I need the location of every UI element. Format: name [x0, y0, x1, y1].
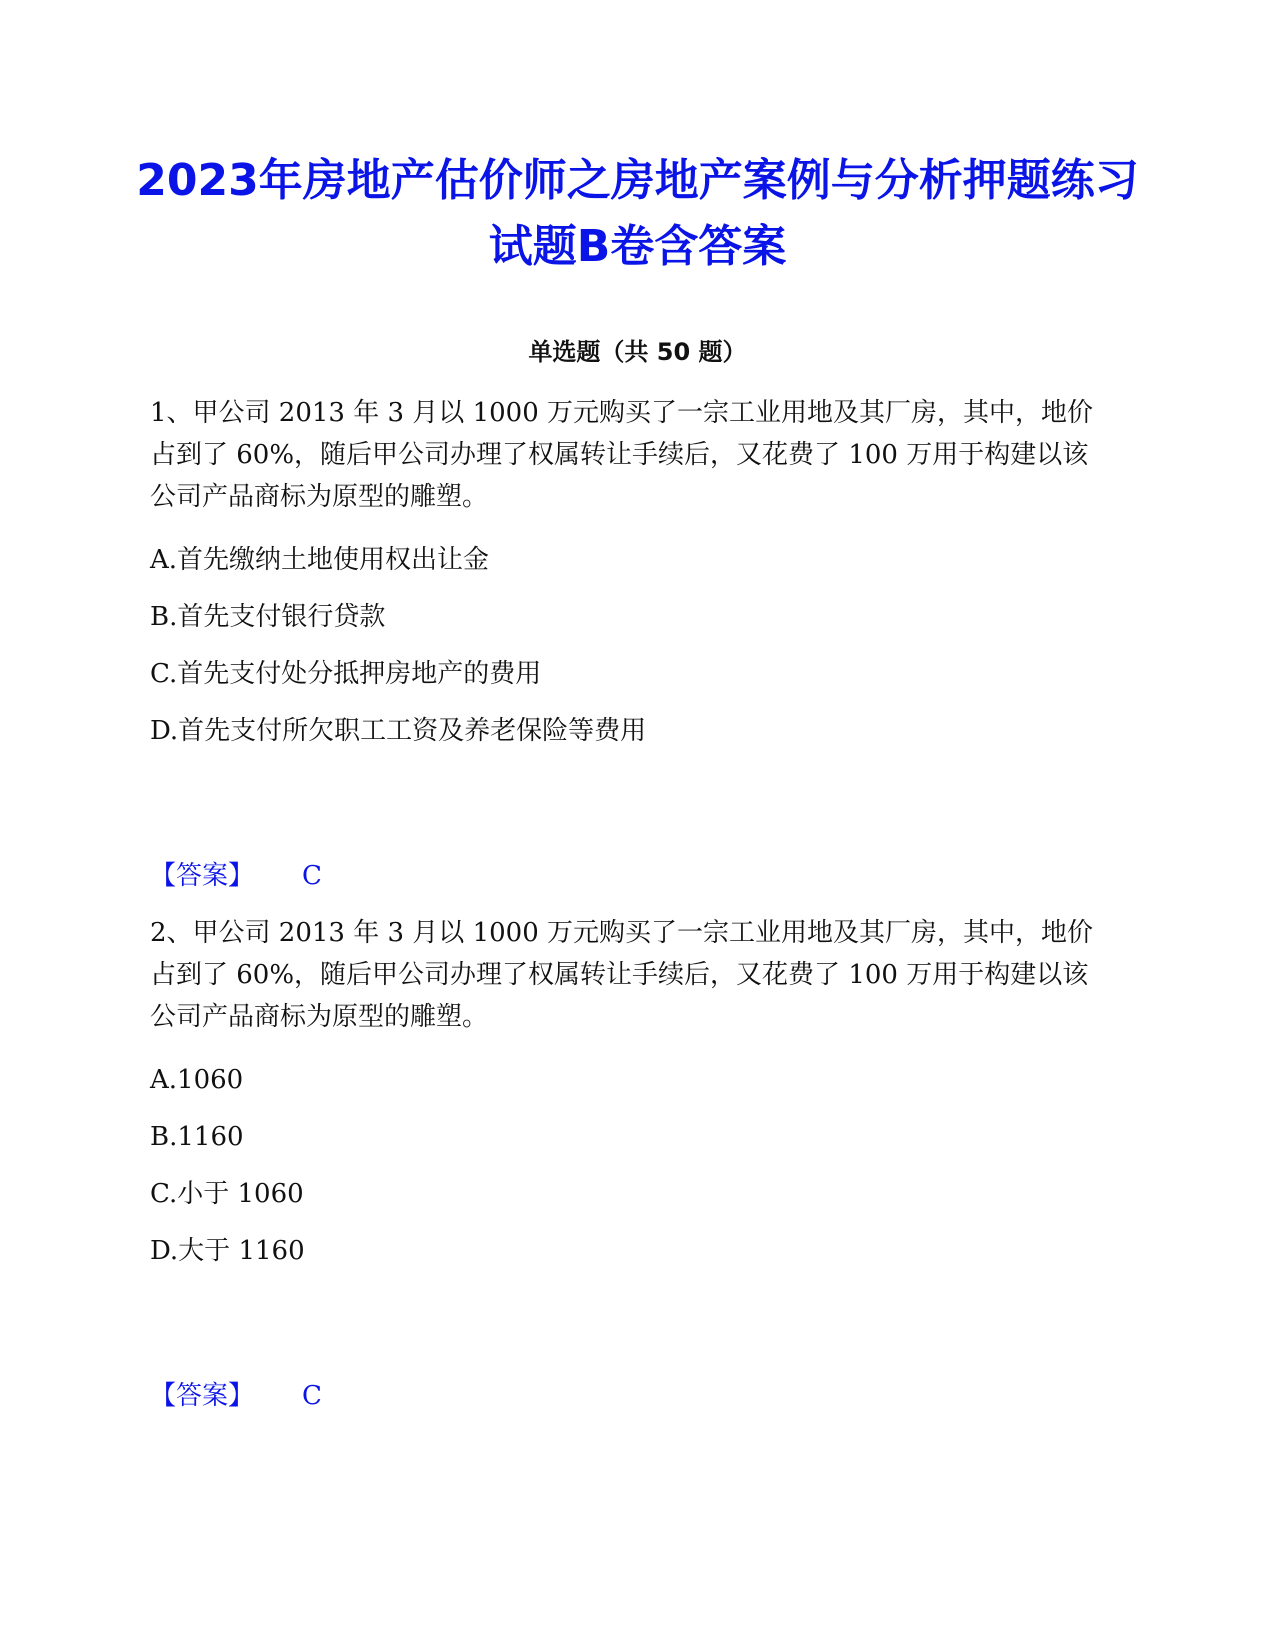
option-list [150, 1052, 1110, 1280]
answer-value: C [302, 1381, 322, 1411]
question-2 [150, 912, 1110, 1280]
option-a: A.1060 [150, 1065, 244, 1095]
option-d: D.大于 1160 [150, 1236, 305, 1266]
option-b: B.1160 [150, 1122, 244, 1152]
answer-label: 【答案】 [150, 1381, 255, 1411]
option-b: B.首先支付银行贷款 [150, 602, 386, 632]
answer-value: C [302, 861, 322, 891]
option-list [150, 532, 1110, 760]
question-stem: 1、甲公司 2013 年 3 月以 1000 万元购买了一宗工业用地及其厂房，其中，地价占到了 60%，随后甲公司办理了权属转让手续后，又花费了 100 万用于构建以该公司产品商标为原型的雕塑。 [150, 398, 1094, 512]
section-heading: 单选题（共 50 题） [528, 338, 747, 366]
document-title: 2023年房地产估价师之房地产案例与分析押题练习试题B卷含答案 [136, 155, 1139, 272]
answer-1 [150, 856, 322, 896]
question-stem: 2、甲公司 2013 年 3 月以 1000 万元购买了一宗工业用地及其厂房，其中，地价占到了 60%，随后甲公司办理了权属转让手续后，又花费了 100 万用于构建以该公司产品商标为原型的雕塑。 [150, 918, 1094, 1032]
option-d: D.首先支付所欠职工工资及养老保险等费用 [150, 716, 647, 746]
answer-2 [150, 1376, 322, 1416]
answer-label: 【答案】 [150, 861, 255, 891]
option-a: A.首先缴纳土地使用权出让金 [150, 545, 490, 575]
option-c: C.小于 1060 [150, 1179, 304, 1209]
option-c: C.首先支付处分抵押房地产的费用 [150, 659, 542, 689]
question-1 [150, 392, 1110, 760]
